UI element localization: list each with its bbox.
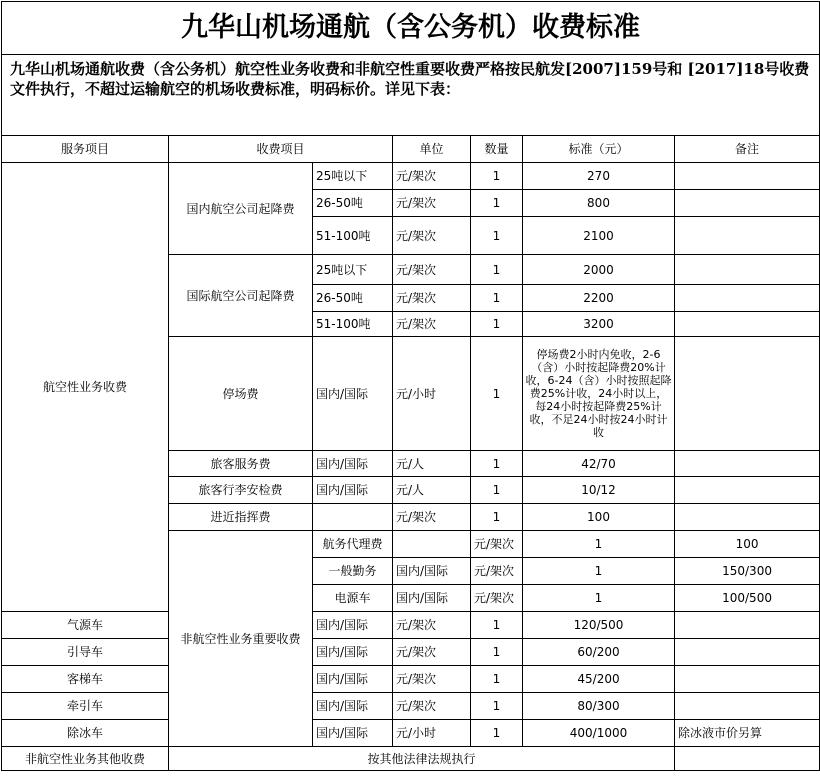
price-cell: 270 — [523, 163, 675, 190]
weight-cell: 26-50吨 — [313, 285, 393, 312]
price-cell: 3200 — [523, 312, 675, 337]
scope-cell — [393, 531, 471, 558]
qty-cell: 1 — [523, 558, 675, 585]
price-cell: 2100 — [523, 217, 675, 255]
price-cell: 10/12 — [523, 477, 675, 504]
qty-cell: 1 — [471, 285, 523, 312]
price-cell: 80/300 — [523, 693, 675, 720]
note-cell — [675, 337, 820, 451]
international-landing-fee: 国际航空公司起降费 — [169, 255, 313, 337]
unit-cell: 元/小时 — [393, 337, 471, 451]
table-row — [2, 639, 820, 666]
qty-cell: 1 — [471, 720, 523, 747]
other-text: 按其他法律法规执行 — [169, 747, 675, 771]
qty-cell: 1 — [471, 639, 523, 666]
unit-cell: 元/架次 — [393, 312, 471, 337]
domestic-landing-fee: 国内航空公司起降费 — [169, 163, 313, 255]
unit-cell: 元/架次 — [471, 531, 523, 558]
fee-name: 航务代理费 — [313, 531, 393, 558]
qty-cell: 1 — [471, 451, 523, 477]
qty-cell: 1 — [471, 666, 523, 693]
unit-cell: 元/人 — [393, 477, 471, 504]
scope-cell: 国内/国际 — [313, 639, 393, 666]
nonaero-category: 非航空性业务重要收费 — [169, 531, 313, 747]
weight-cell: 51-100吨 — [313, 312, 393, 337]
price-cell: 400/1000 — [523, 720, 675, 747]
header-note: 备注 — [675, 136, 820, 163]
qty-cell: 1 — [523, 531, 675, 558]
scope-cell: 国内/国际 — [313, 612, 393, 639]
note-cell — [675, 255, 820, 285]
price-cell: 100 — [675, 531, 820, 558]
unit-cell: 元/人 — [393, 451, 471, 477]
note-cell — [675, 666, 820, 693]
page-title: 九华山机场通航（含公务机）收费标准 — [2, 2, 820, 55]
note-cell — [675, 693, 820, 720]
note-cell — [675, 747, 820, 771]
security-fee: 旅客行李安检费 — [169, 477, 313, 504]
unit-cell: 元/架次 — [393, 285, 471, 312]
unit-cell: 元/架次 — [471, 585, 523, 612]
parking-rule-text: 停场费2小时内免收，2-6（含）小时按起降费20%计收，6-24（含）小时按照起降费25%计收，24小时以上，每24小时按起降费25%计收，不足24小时按24小时计收 — [523, 337, 675, 451]
intro-text: 九华山机场通航收费（含公务机）航空性业务收费和非航空性重要收费严格按民航发[2007]159号和 [2017]18号收费文件执行，不超过运输航空的机场收费标准，明码标价。详见下表： — [2, 55, 820, 136]
weight-cell: 25吨以下 — [313, 163, 393, 190]
note-cell: 除冰液市价另算 — [675, 720, 820, 747]
table-row — [2, 747, 820, 771]
note-cell — [675, 504, 820, 531]
unit-cell: 元/小时 — [393, 720, 471, 747]
scope-cell: 国内/国际 — [393, 585, 471, 612]
qty-cell: 1 — [471, 612, 523, 639]
unit-cell: 元/架次 — [393, 693, 471, 720]
note-cell — [675, 451, 820, 477]
qty-cell: 1 — [471, 255, 523, 285]
intro-row — [2, 55, 820, 136]
unit-cell: 元/架次 — [393, 190, 471, 217]
header-price: 标准（元） — [523, 136, 675, 163]
unit-cell: 元/架次 — [393, 639, 471, 666]
scope-cell: 国内/国际 — [313, 451, 393, 477]
note-cell — [675, 163, 820, 190]
unit-cell: 元/架次 — [393, 163, 471, 190]
fee-table — [1, 1, 820, 771]
table-row — [2, 720, 820, 747]
price-cell: 800 — [523, 190, 675, 217]
price-cell: 2000 — [523, 255, 675, 285]
header-service: 服务项目 — [2, 136, 169, 163]
qty-cell: 1 — [471, 163, 523, 190]
qty-cell: 1 — [471, 312, 523, 337]
fee-name: 除冰车 — [2, 720, 169, 747]
table-row — [2, 666, 820, 693]
unit-cell: 元/架次 — [393, 217, 471, 255]
price-cell: 100/500 — [675, 585, 820, 612]
note-cell — [675, 217, 820, 255]
header-row — [2, 136, 820, 163]
qty-cell: 1 — [471, 504, 523, 531]
parking-fee: 停场费 — [169, 337, 313, 451]
header-unit: 单位 — [393, 136, 471, 163]
price-cell: 2200 — [523, 285, 675, 312]
fee-name: 一般勤务 — [313, 558, 393, 585]
price-cell: 45/200 — [523, 666, 675, 693]
fee-name: 客梯车 — [2, 666, 169, 693]
price-cell: 120/500 — [523, 612, 675, 639]
qty-cell: 1 — [471, 190, 523, 217]
weight-cell: 26-50吨 — [313, 190, 393, 217]
scope-cell: 国内/国际 — [313, 720, 393, 747]
qty-cell: 1 — [471, 477, 523, 504]
price-cell: 150/300 — [675, 558, 820, 585]
unit-cell: 元/架次 — [471, 558, 523, 585]
fee-name: 气源车 — [2, 612, 169, 639]
price-cell: 60/200 — [523, 639, 675, 666]
note-cell — [675, 190, 820, 217]
price-cell: 100 — [523, 504, 675, 531]
table-row — [2, 612, 820, 639]
table-row — [2, 693, 820, 720]
note-cell — [675, 477, 820, 504]
scope-cell: 国内/国际 — [313, 477, 393, 504]
qty-cell: 1 — [471, 693, 523, 720]
fee-name: 引导车 — [2, 639, 169, 666]
price-cell: 42/70 — [523, 451, 675, 477]
approach-fee: 进近指挥费 — [169, 504, 313, 531]
scope-cell: 国内/国际 — [313, 666, 393, 693]
note-cell — [675, 612, 820, 639]
scope-cell: 国内/国际 — [313, 693, 393, 720]
title-row — [2, 2, 820, 55]
scope-cell: 国内/国际 — [393, 558, 471, 585]
table-row — [2, 163, 820, 190]
unit-cell: 元/架次 — [393, 612, 471, 639]
scope-cell: 国内/国际 — [313, 337, 393, 451]
note-cell — [675, 285, 820, 312]
note-cell — [675, 312, 820, 337]
aero-category: 航空性业务收费 — [2, 163, 169, 612]
qty-cell: 1 — [523, 585, 675, 612]
header-fee-item: 收费项目 — [169, 136, 393, 163]
weight-cell: 51-100吨 — [313, 217, 393, 255]
unit-cell: 元/架次 — [393, 504, 471, 531]
fee-name: 牵引车 — [2, 693, 169, 720]
qty-cell: 1 — [471, 337, 523, 451]
passenger-fee: 旅客服务费 — [169, 451, 313, 477]
scope-cell — [313, 504, 393, 531]
note-cell — [675, 639, 820, 666]
fee-name: 电源车 — [313, 585, 393, 612]
weight-cell: 25吨以下 — [313, 255, 393, 285]
other-category: 非航空性业务其他收费 — [2, 747, 169, 771]
qty-cell: 1 — [471, 217, 523, 255]
header-qty: 数量 — [471, 136, 523, 163]
unit-cell: 元/架次 — [393, 255, 471, 285]
unit-cell: 元/架次 — [393, 666, 471, 693]
